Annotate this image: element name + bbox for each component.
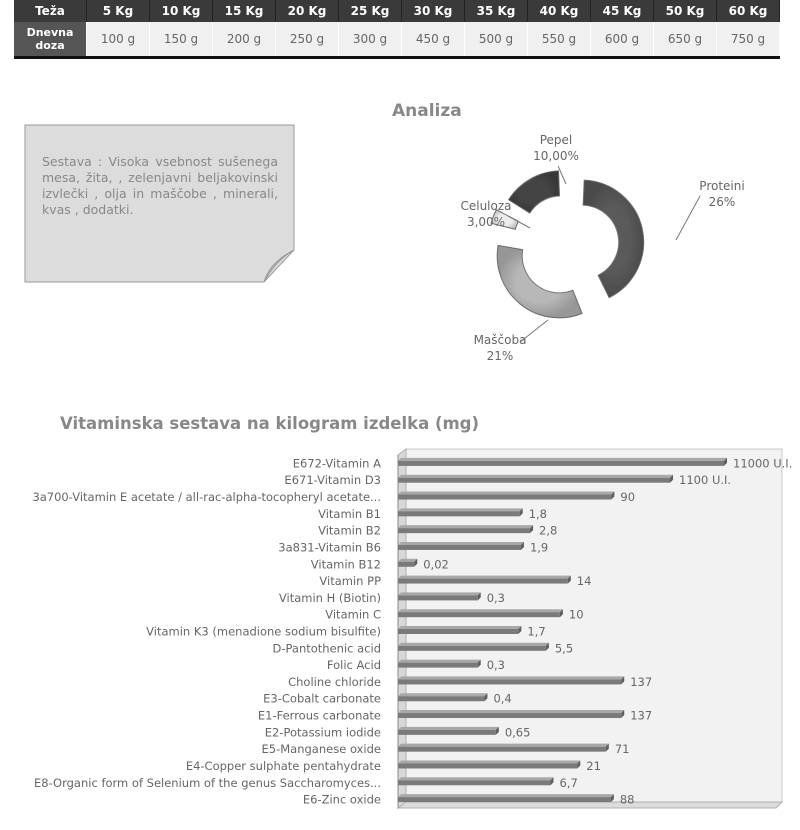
category-label: Vitamin PP — [319, 574, 381, 589]
bar-value-label: 0,02 — [423, 557, 449, 572]
bar-value-label: 0,3 — [486, 590, 506, 605]
bar-top-face — [398, 609, 563, 612]
bar — [398, 609, 563, 617]
dose-header-line2: doza — [35, 39, 65, 52]
bar-top-face — [398, 744, 609, 747]
bar-top-face — [398, 626, 521, 629]
bar-top-face — [398, 676, 624, 679]
dose-cell: 250 g — [276, 22, 339, 58]
category-label: E2-Potassium iodide — [264, 725, 381, 740]
category-label: E1-Ferrous carbonate — [257, 708, 381, 723]
dose-cell: 750 g — [717, 22, 780, 58]
bar-front-face — [398, 713, 621, 718]
bar-front-face — [398, 696, 484, 701]
weight-cell: 25 Kg — [339, 0, 402, 22]
bar-top-face — [398, 710, 624, 713]
weight-cell: 15 Kg — [213, 0, 276, 22]
bar-top-face — [398, 643, 549, 646]
bar-top-face — [398, 559, 417, 562]
bar-top-face — [398, 660, 481, 663]
bar-front-face — [398, 511, 520, 516]
bar-value-label: 0,65 — [504, 725, 531, 740]
category-label: Vitamin B2 — [318, 523, 381, 538]
bar — [398, 626, 521, 634]
bar-front-face — [398, 545, 521, 550]
bar-value-label: 88 — [619, 792, 635, 807]
weight-header: Teža — [14, 0, 87, 22]
bar — [398, 492, 614, 500]
bar-top-face — [398, 693, 487, 696]
analysis-title: Analiza — [392, 101, 462, 121]
bar-top-face — [398, 777, 553, 780]
dose-header-line1: Dnevna — [26, 26, 74, 39]
bar-value-label: 1,8 — [528, 506, 547, 521]
bar — [398, 727, 499, 735]
bar — [398, 475, 673, 483]
bar-top-face — [398, 492, 614, 495]
bar-top-face — [398, 508, 523, 511]
category-label: E4-Copper sulphate pentahydrate — [185, 758, 381, 773]
bar-front-face — [398, 562, 414, 567]
bar-front-face — [398, 730, 496, 735]
category-label: 3a700-Vitamin E acetate / all-rac-alpha-tocopheryl acetate... — [32, 490, 381, 505]
dose-cell: 450 g — [402, 22, 465, 58]
bar-value-label: 71 — [614, 742, 630, 757]
dose-cell: 500 g — [465, 22, 528, 58]
bar — [398, 508, 523, 516]
bar-front-face — [398, 478, 670, 483]
category-label: E671-Vitamin D3 — [284, 473, 381, 488]
weight-cell: 5 Kg — [87, 0, 150, 22]
bar-value-label: 137 — [630, 674, 653, 689]
bar-front-face — [398, 579, 568, 584]
category-label: Folic Acid — [326, 658, 381, 673]
bar-value-label: 1100 U.I. — [679, 473, 732, 488]
weight-cell: 10 Kg — [150, 0, 213, 22]
category-label: 3a831-Vitamin B6 — [278, 540, 381, 555]
bar — [398, 458, 727, 466]
bar — [398, 710, 624, 718]
bar-value-label: 0,4 — [493, 691, 512, 706]
slice-value-label: 3,00% — [466, 215, 506, 229]
bar-front-face — [398, 612, 560, 617]
dose-cell: 100 g — [87, 22, 150, 58]
bar-top-face — [398, 794, 614, 797]
bar-front-face — [398, 528, 530, 533]
bar-value-label: 1,7 — [527, 624, 546, 639]
composition-text: Sestava : Visoka vsebnost sušenega mesa, žita, , zelenjavni beljakovinski izvlečki , olja in maščobe , minerali, kvas , dodatki. — [42, 154, 278, 217]
bar-value-label: 0,3 — [486, 658, 506, 673]
bar-top-face — [398, 760, 580, 763]
bar — [398, 592, 481, 600]
slice-value-label: 26% — [708, 195, 736, 209]
category-label: Vitamin B12 — [310, 557, 381, 572]
weight-cell: 60 Kg — [717, 0, 780, 22]
category-label: Vitamin B1 — [318, 506, 381, 521]
bar-value-label: 90 — [620, 490, 636, 505]
bar-value-label: 1,9 — [529, 540, 549, 555]
dose-cell: 150 g — [150, 22, 213, 58]
bar — [398, 693, 487, 701]
weight-cell: 35 Kg — [465, 0, 528, 22]
bar-front-face — [398, 663, 478, 668]
dose-cell: 600 g — [591, 22, 654, 58]
bar-front-face — [398, 495, 611, 500]
bar-front-face — [398, 780, 550, 785]
bar-value-label: 10 — [568, 607, 584, 622]
category-label: E3-Cobalt carbonate — [263, 691, 381, 706]
bar-front-face — [398, 747, 606, 752]
weight-cell: 40 Kg — [528, 0, 591, 22]
bar-front-face — [398, 679, 621, 684]
slice-label: Maščoba — [473, 333, 527, 347]
bar-top-face — [398, 458, 727, 461]
weight-cell: 20 Kg — [276, 0, 339, 22]
vitamin-chart-title: Vitaminska sestava na kilogram izdelka (mg) — [60, 414, 480, 433]
slice-label: Pepel — [539, 133, 573, 147]
bar — [398, 760, 580, 768]
slice-label: Proteini — [699, 179, 745, 193]
bar-value-label: 5,5 — [554, 641, 574, 656]
category-label: D-Pantothenic acid — [272, 641, 381, 656]
bar-top-face — [398, 727, 499, 730]
bar-front-face — [398, 797, 611, 802]
weight-cell: 45 Kg — [591, 0, 654, 22]
weight-cell: 50 Kg — [654, 0, 717, 22]
bar — [398, 542, 524, 550]
bar-value-label: 2,8 — [539, 523, 558, 538]
category-label: Vitamin H (Biotin) — [278, 590, 381, 605]
bar-front-face — [398, 461, 724, 466]
category-label: E5-Manganese oxide — [261, 742, 381, 757]
dose-cell: 650 g — [654, 22, 717, 58]
bar-value-label: 21 — [586, 758, 601, 773]
dose-cell: 300 g — [339, 22, 402, 58]
slice-value-label: 21% — [486, 349, 514, 363]
bar-front-face — [398, 763, 577, 768]
bar — [398, 525, 533, 533]
bar-top-face — [398, 525, 533, 528]
bar — [398, 744, 609, 752]
bar — [398, 643, 549, 651]
bar — [398, 559, 417, 567]
bar — [398, 794, 614, 802]
bar-top-face — [398, 542, 524, 545]
bar — [398, 676, 624, 684]
plot-floor — [398, 802, 782, 808]
bar-top-face — [398, 592, 481, 595]
slice-value-label: 10,00% — [533, 149, 579, 163]
bar-value-label: 11000 U.I. — [733, 456, 793, 471]
bar — [398, 660, 481, 668]
bar-front-face — [398, 629, 518, 634]
bar-front-face — [398, 646, 546, 651]
bar-value-label: 137 — [630, 708, 653, 723]
category-label: E8-Organic form of Selenium of the genus Saccharomyces... — [34, 775, 381, 790]
category-label: E672-Vitamin A — [292, 456, 381, 471]
bar-top-face — [398, 576, 571, 579]
bar-top-face — [398, 475, 673, 478]
dose-cell: 550 g — [528, 22, 591, 58]
category-label: Vitamin C — [325, 607, 381, 622]
bar-value-label: 6,7 — [559, 775, 578, 790]
category-label: E6-Zinc oxide — [302, 792, 381, 807]
category-label: Choline chloride — [288, 674, 381, 689]
slice-label: Celuloza — [460, 199, 512, 213]
bar-value-label: 14 — [576, 574, 592, 589]
weight-cell: 30 Kg — [402, 0, 465, 22]
bar — [398, 777, 553, 785]
dose-cell: 200 g — [213, 22, 276, 58]
category-label: Vitamin K3 (menadione sodium bisulfite) — [146, 624, 381, 639]
bar-front-face — [398, 595, 478, 600]
bar — [398, 576, 571, 584]
